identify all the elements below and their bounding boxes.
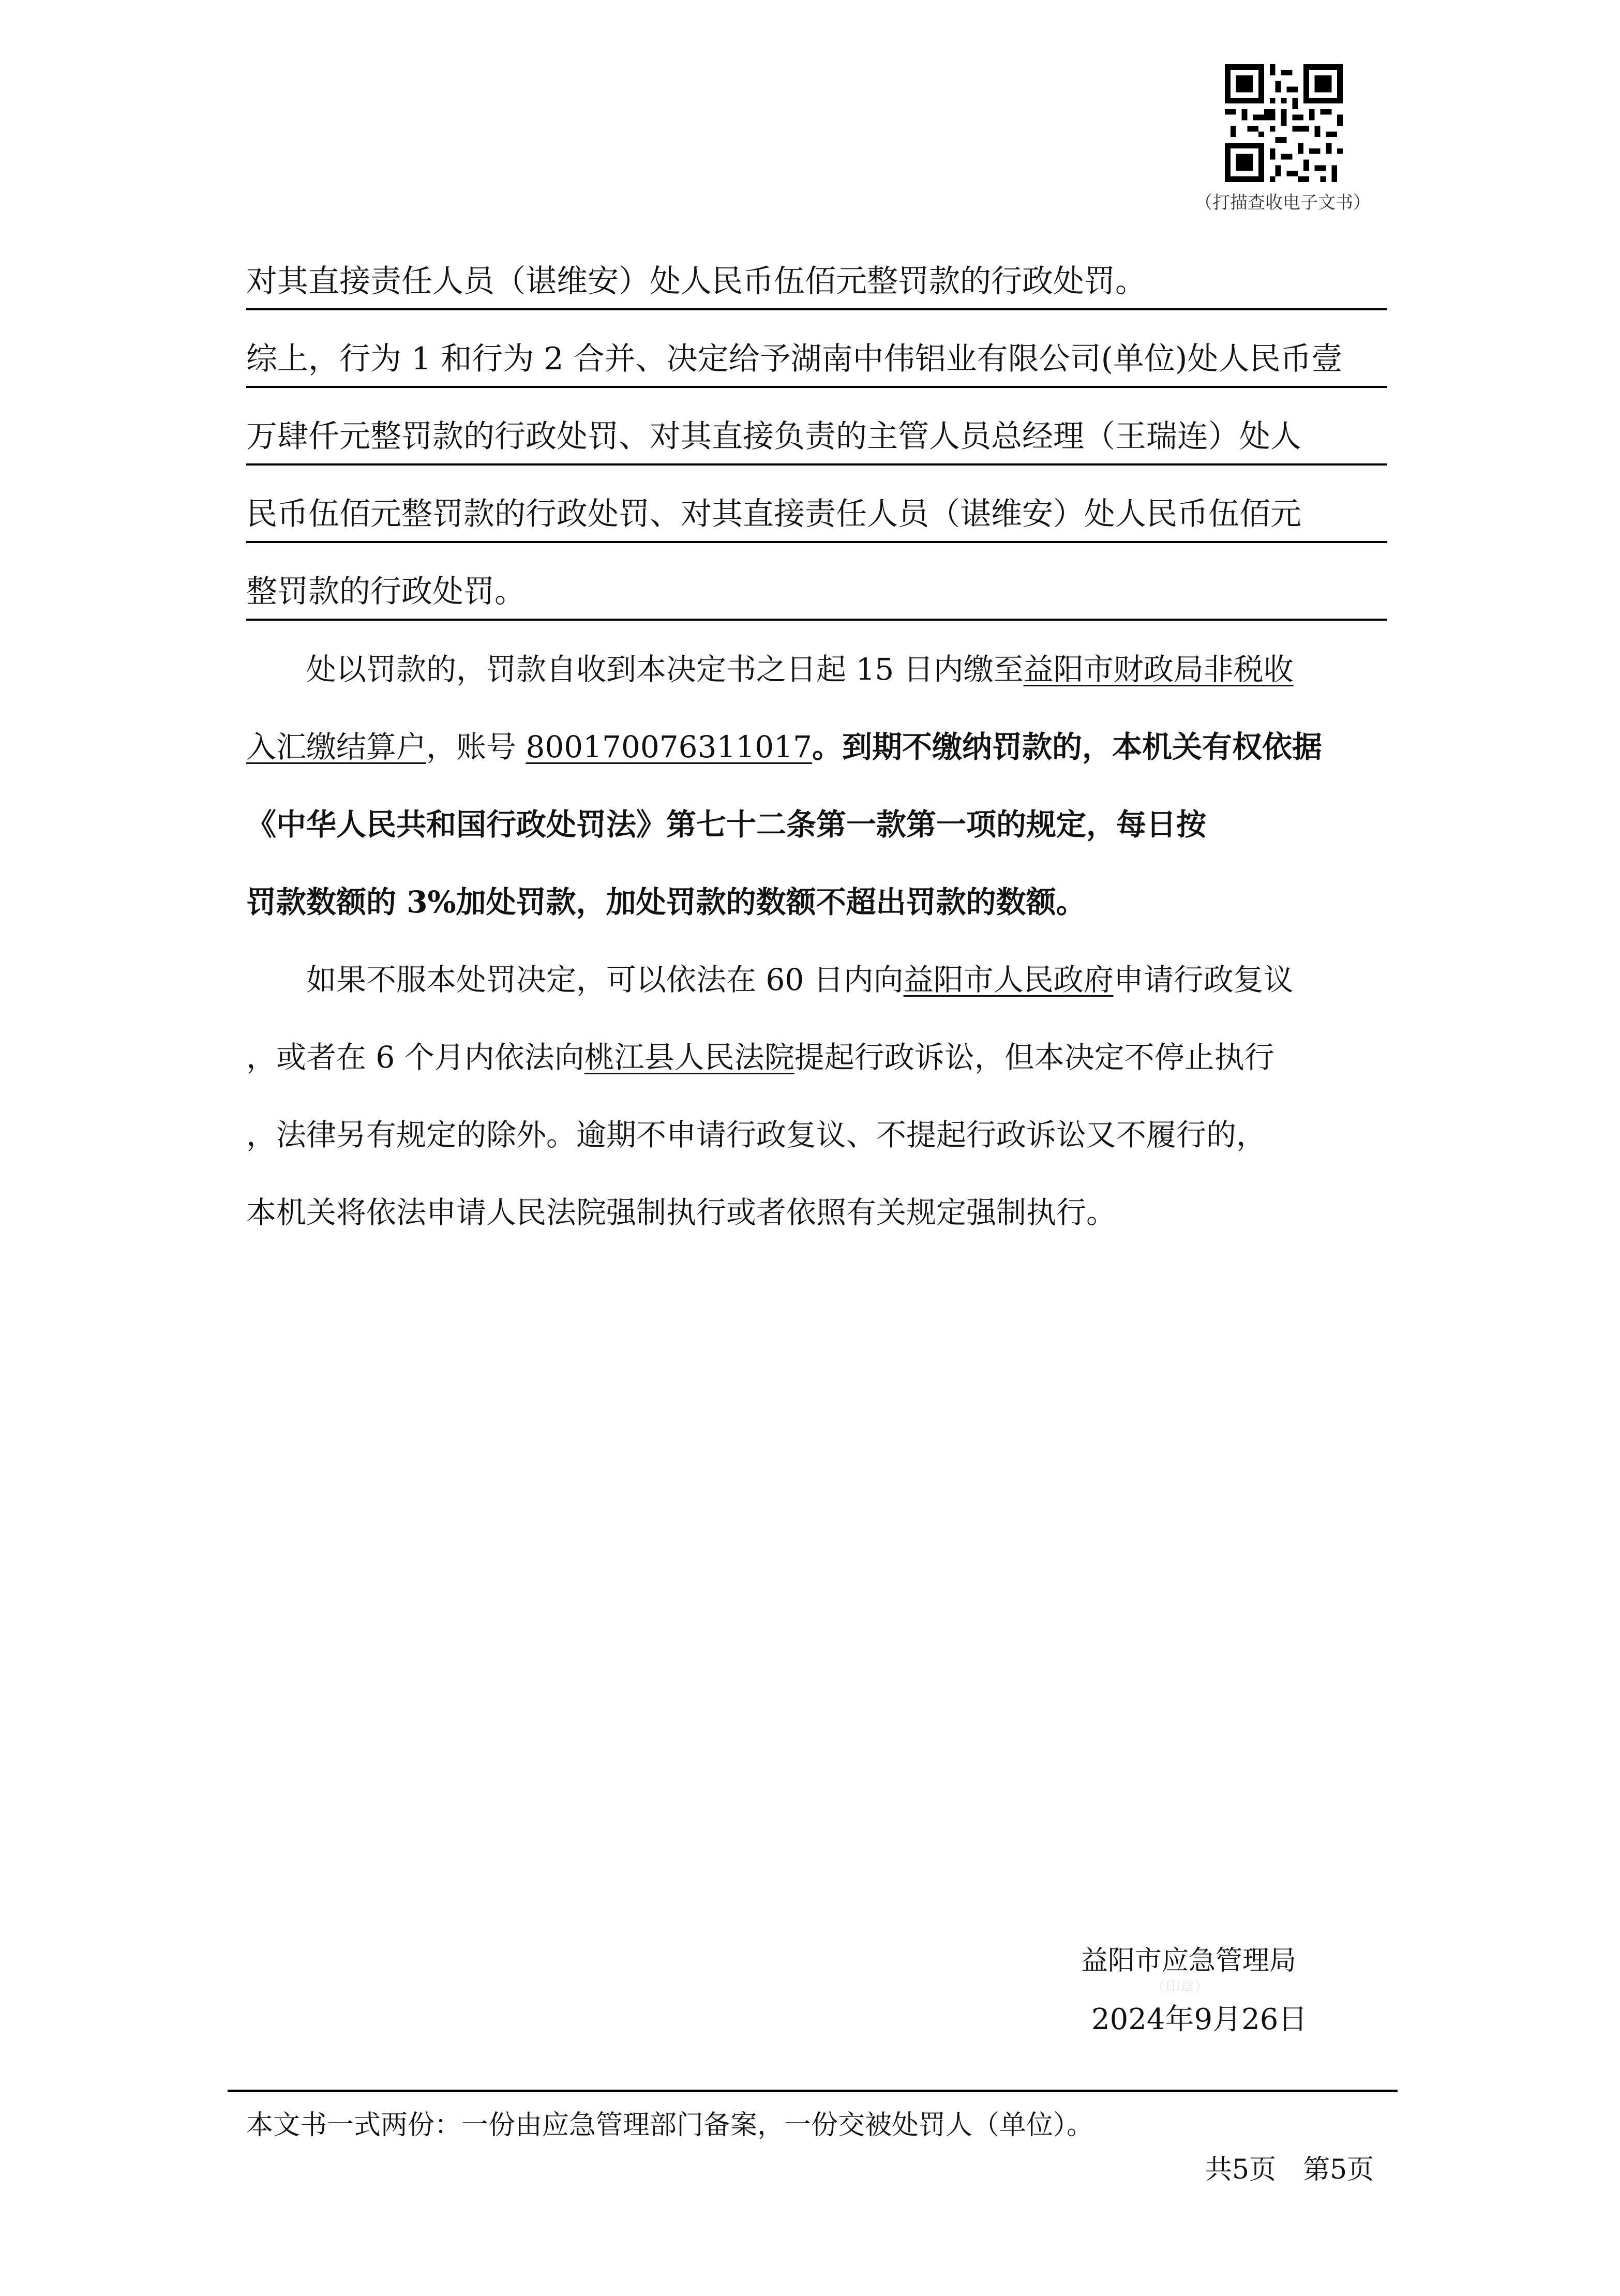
payment-line-1: 处以罚款的，罚款自收到本决定书之日起 15 日内缴至益阳市财政局非税收 xyxy=(306,652,1294,687)
footer-divider xyxy=(228,2090,1398,2092)
decision-line-5: 整罚款的行政处罚。 xyxy=(246,576,1387,621)
appeal-line-4: 本机关将依法申请人民法院强制执行或者依照有关规定强制执行。 xyxy=(246,1195,1117,1230)
page-number: 共5页 第5页 xyxy=(1205,2154,1374,2185)
court-name: 桃江县人民法院 xyxy=(584,1040,794,1075)
payment-account-type: 入汇缴结算户 xyxy=(246,729,427,764)
footer-note: 本文书一式两份：一份由应急管理部门备案，一份交被处罚人（单位）。 xyxy=(246,2110,1094,2141)
issue-date: 2024年9月26日 xyxy=(1091,2003,1308,2036)
appeal-line-2: ，或者在 6 个月内依法向桃江县人民法院提起行政诉讼，但本决定不停止执行 xyxy=(246,1040,1274,1075)
decision-line-1: 对其直接责任人员（谌维安）处人民币伍佰元整罚款的行政处罚。 xyxy=(246,266,1387,310)
seal-placeholder: （印章） xyxy=(1151,1978,1209,1995)
decision-line-2: 综上，行为 1 和行为 2 合并、决定给予湖南中伟铝业有限公司(单位)处人民币壹 xyxy=(246,343,1387,388)
appeal-line-3: ，法律另有规定的除外。逾期不申请行政复议、不提起行政诉讼又不履行的， xyxy=(246,1117,1267,1152)
payment-account-number: 800170076311017 xyxy=(526,729,812,764)
payment-line-2: 入汇缴结算户，账号 800170076311017。到期不缴纳罚款的，本机关有权依据 xyxy=(246,729,1322,764)
payment-bank-name: 益阳市财政局非税收 xyxy=(1023,652,1294,687)
payment-line-3: 《中华人民共和国行政处罚法》第七十二条第一款第一项的规定，每日按 xyxy=(246,807,1207,842)
decision-line-4: 民币伍佰元整罚款的行政处罚、对其直接责任人员（谌维安）处人民币伍佰元 xyxy=(246,499,1387,543)
decision-line-3: 万肆仟元整罚款的行政处罚、对其直接负责的主管人员总经理（王瑞连）处人 xyxy=(246,421,1387,466)
issuing-authority: 益阳市应急管理局 xyxy=(1081,1945,1297,1976)
qr-code-icon xyxy=(1225,64,1343,182)
review-authority: 益阳市人民政府 xyxy=(903,962,1114,997)
qr-caption: （打描查收电子文书） xyxy=(1195,192,1371,213)
payment-line-4: 罚款数额的 3%加处罚款，加处罚款的数额不超出罚款的数额。 xyxy=(246,884,1086,920)
appeal-line-1: 如果不服本处罚决定，可以依法在 60 日内向益阳市人民政府申请行政复议 xyxy=(306,962,1294,997)
